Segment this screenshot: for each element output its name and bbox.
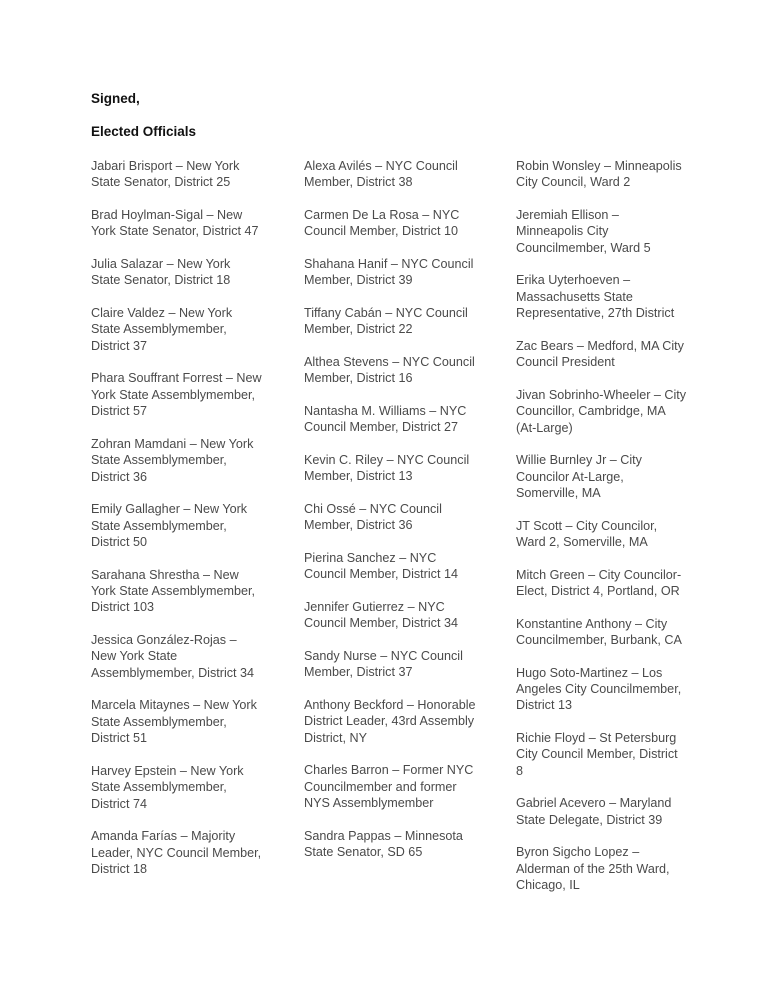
signatory-entry: Sandy Nurse – NYC Council Member, District 37	[304, 649, 463, 680]
signatory-entry: Marcela Mitaynes – New York State Assemblymember, District 51	[91, 698, 257, 746]
signatory-entry: Sandra Pappas – Minnesota State Senator, SD 65	[304, 828, 463, 860]
signatory-entry: Tiffany Cabán – NYC Council Member, District 22	[304, 306, 468, 337]
signatory-entry: Althea Stevens – NYC Council Member, District 16	[304, 355, 475, 386]
signatory-entry: Charles Barron – Former NYC Councilmember and former NYS Assemblymember	[304, 763, 474, 811]
signatory-entry: Jabari Brisport – New York State Senator, District 25	[91, 159, 240, 190]
signatory-entry: Shahana Hanif – NYC Council Member, District 39	[304, 257, 474, 288]
signatory-entry: Richie Floyd – St Petersburg City Council Member, District 8	[516, 731, 678, 778]
signatory-entry: Zac Bears – Medford, MA City Council President	[516, 338, 684, 370]
signatory-entry: Konstantine Anthony – City Councilmember, Burbank, CA	[516, 616, 682, 648]
signatory-entry: Hugo Soto-Martinez – Los Angeles City Councilmember, District 13	[516, 665, 682, 713]
signatory-entry: Jivan Sobrinho-Wheeler – City Councillor, Cambridge, MA (At-Large)	[516, 387, 687, 435]
signatories-column-1	[91, 158, 263, 894]
signatory-entry: Anthony Beckford – Honorable District Leader, 43rd Assembly District, NY	[304, 698, 476, 745]
signatory-entry: Byron Sigcho Lopez – Alderman of the 25th Ward, Chicago, IL	[516, 845, 670, 893]
signatory-entry: JT Scott – City Councilor, Ward 2, Somerville, MA	[516, 518, 658, 550]
signatory-entry: Erika Uyterhoeven – Massachusetts State Representative, 27th District	[516, 273, 675, 321]
signatory-entry: Gabriel Acevero – Maryland State Delegate, District 39	[516, 796, 672, 827]
signatory-entry: Claire Valdez – New York State Assemblymember, District 37	[91, 306, 233, 353]
signatory-entry: Emily Gallagher – New York State Assemblymember, District 50	[91, 502, 248, 550]
signatory-entry: Jeremiah Ellison – Minneapolis City Councilmember, Ward 5	[516, 208, 651, 255]
signatory-entry: Harvey Epstein – New York State Assemblymember, District 74	[91, 763, 244, 811]
signatory-entry: Alexa Avilés – NYC Council Member, District 38	[304, 159, 458, 190]
signatory-entry: Sarahana Shrestha – New York State Assemblymember, District 103	[91, 567, 256, 615]
signatory-entry: Jennifer Gutierrez – NYC Council Member, District 34	[304, 600, 458, 631]
signatory-entry: Chi Ossé – NYC Council Member, District 36	[304, 502, 442, 533]
signatory-entry: Willie Burnley Jr – City Councilor At-Large, Somerville, MA	[516, 453, 642, 501]
signatory-entry: Zohran Mamdani – New York State Assemblymember, District 36	[91, 436, 254, 484]
signatory-entry: Kevin C. Riley – NYC Council Member, District 13	[304, 453, 470, 484]
signatory-entry: Phara Souffrant Forrest – New York State Assemblymember, District 57	[91, 371, 262, 419]
signatories-column-2	[304, 158, 476, 877]
signatory-entry: Robin Wonsley – Minneapolis City Council, Ward 2	[516, 159, 682, 190]
signatories-column-3	[516, 158, 688, 910]
signatory-entry: Carmen De La Rosa – NYC Council Member, District 10	[304, 208, 460, 239]
signatory-entry: Jessica González-Rojas – New York State Assemblymember, District 34	[91, 633, 255, 680]
signatory-entry: Pierina Sanchez – NYC Council Member, District 14	[304, 551, 458, 582]
section-title-elected-officials: Elected Officials	[91, 124, 197, 139]
signatory-entry: Nantasha M. Williams – NYC Council Member, District 27	[304, 404, 467, 435]
signed-heading: Signed,	[91, 91, 140, 106]
signatory-entry: Julia Salazar – New York State Senator, District 18	[91, 257, 231, 288]
signatory-entry: Amanda Farías – Majority Leader, NYC Council Member, District 18	[91, 829, 262, 877]
signatory-entry: Mitch Green – City Councilor-Elect, District 4, Portland, OR	[516, 567, 682, 599]
signatory-entry: Brad Hoylman-Sigal – New York State Senator, District 47	[91, 208, 259, 239]
